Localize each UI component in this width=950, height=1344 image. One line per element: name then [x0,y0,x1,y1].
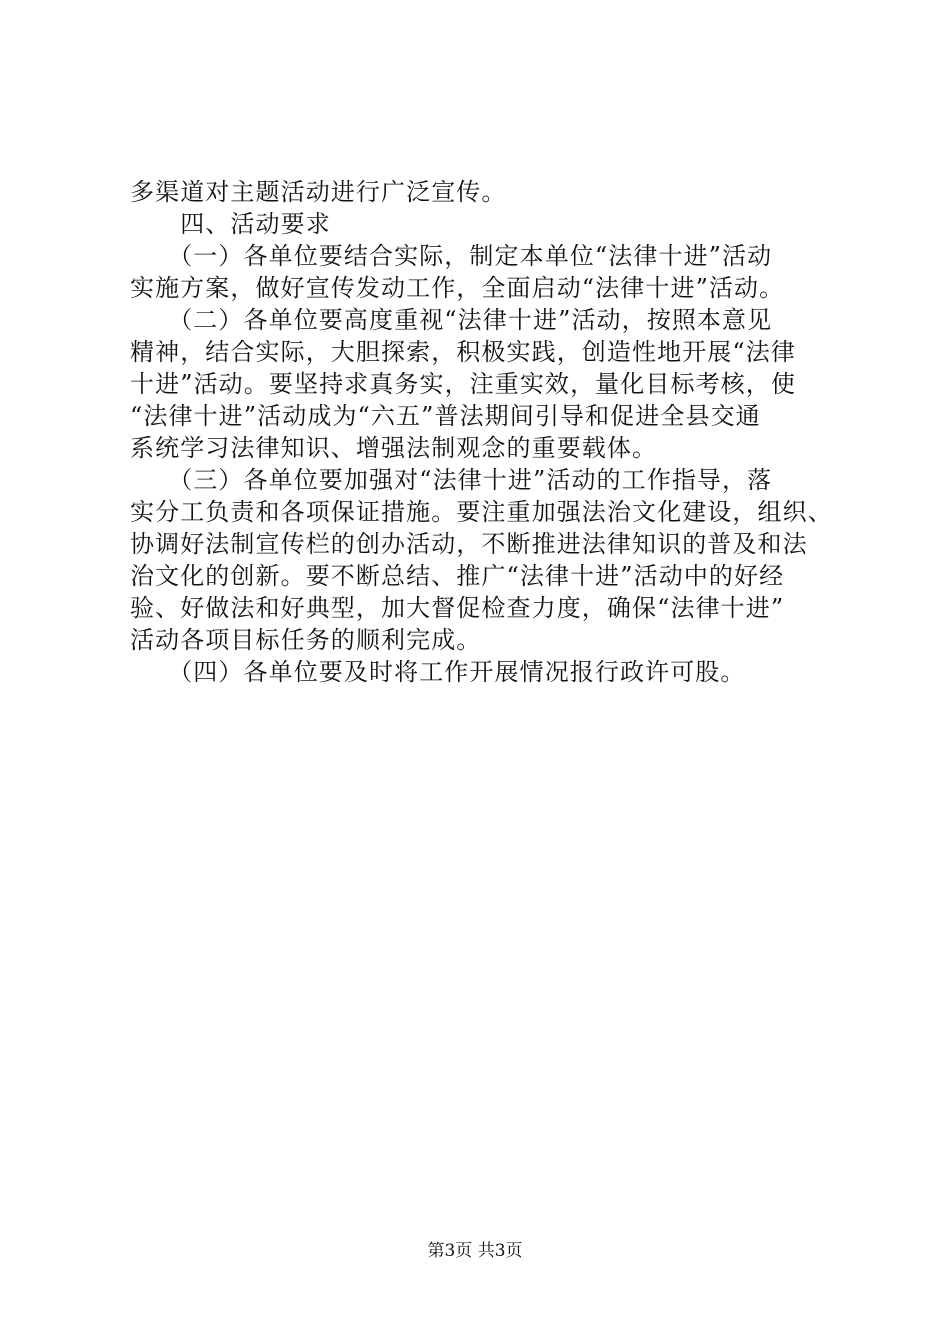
body-text-line: 活动各项目标任务的顺利完成。 [130,626,482,654]
section-heading: 四、活动要求 [130,210,331,238]
body-text-line: 验、好做法和好典型，加大督促检查力度，确保“法律十进” [130,594,785,622]
body-text-line: 实施方案，做好宣传发动工作，全面启动“法律十进”活动。 [130,274,785,302]
body-text-line: 十进”活动。要坚持求真务实，注重实效，量化目标考核，使 [130,370,796,398]
body-text-line: 治文化的创新。要不断总结、推广“法律十进”活动中的好经 [130,562,785,590]
body-text-line: （四）各单位要及时将工作开展情况报行政许可股。 [130,658,746,686]
body-text-line: （三）各单位要加强对“法律十进”活动的工作指导，落 [130,466,773,494]
body-text-line: 精神，结合实际，大胆探索，积极实践，创造性地开展“法律 [130,338,796,366]
body-text-line: （二）各单位要高度重视“法律十进”活动，按照本意见 [130,306,773,334]
body-text-line: 系统学习法律知识、增强法制观念的重要载体。 [130,434,658,462]
body-text-line: （一）各单位要结合实际，制定本单位“法律十进”活动 [130,242,773,270]
body-text-line: 实分工负责和各项保证措施。要注重加强法治文化建设，组织、 [130,498,833,526]
body-text-line: “法律十进”活动成为“六五”普法期间引导和促进全县交通 [130,402,761,430]
body-text-line: 多渠道对主题活动进行广泛宣传。 [130,178,507,206]
body-text-line: 协调好法制宣传栏的创办活动，不断推进法律知识的普及和法 [130,530,808,558]
page-number-footer: 第3页 共3页 [427,1241,523,1261]
